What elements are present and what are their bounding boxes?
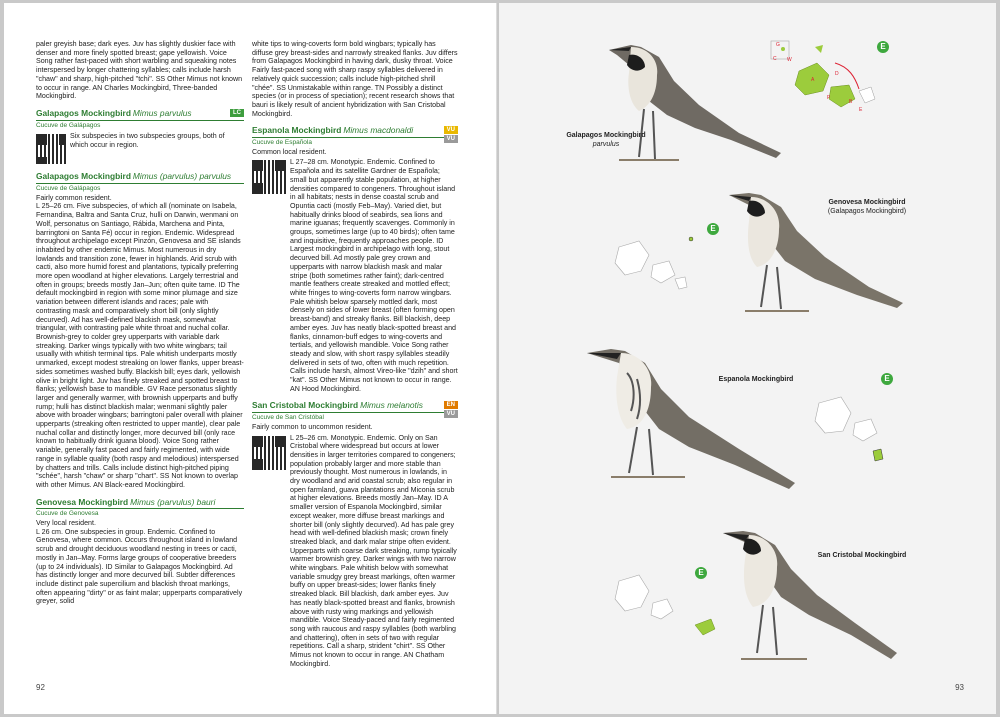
- right-page: [499, 3, 996, 714]
- left-page: [4, 3, 498, 714]
- residency-status: Common local resident.: [252, 147, 327, 156]
- map-san-cristobal-range: [615, 575, 715, 635]
- espanola-mockingbird-illustration: [587, 349, 795, 489]
- species-account: L 27–28 cm. Monotypic. Endemic. Confined to Española and its satellite Gardner de Española; small but apparently stable population, at higher densities compared to congeners. Throughout island in all habitats; nests in dense coastal scrub and Opuntia cacti (mostly Feb–May). Varied diet, but habitually drinks blood of seabirds, sea lions and marine iguanas; frequently scavenges. Commonly in groups, sometimes large (up to 40 birds); often tame and inquisitive, frequently approaches people. ID Largest mockingbird in archipelago with long, stout decurved bill. Ad mostly pale grey crown and upperparts with narrow blackish mask and malar stripe (both sometimes rather faint); dark-centred mantle feathers create streaked and mottled effect; white fringes to wing-coverts form narrow wingbars. Pale whitish below sparsely mottled dark, most densely on sides of lower breast (often forming open breast-band) and streaky flanks. Bill blackish, deep amber eyes. Juv has neatly black-spotted breast and flanks, cinnamon-buff edges to wing-coverts and tertials, and yellowish mandible. Voice Song rather steady and slow, with short raspy syllables steadily delivered in sets of two, often with much repetition. Calls include harsh, almost Vireo-like "dzih" and short "kat". SS Other Mimus not known to occur in range. AN Hood Mockingbird.: [290, 158, 458, 393]
- species-header-galapagos: [36, 109, 244, 121]
- book-spread: [4, 3, 996, 714]
- qr-code-icon[interactable]: [252, 160, 286, 194]
- spanish-name: Cucuve de Española: [252, 139, 312, 147]
- species-name: Galapagos Mockingbird: [36, 171, 131, 182]
- species-account-row: [252, 434, 458, 669]
- spanish-name: Cucuve de Galápagos: [36, 185, 101, 193]
- species-scientific-name: Mimus (parvulus) bauri: [130, 496, 216, 507]
- map-letter-b: B: [849, 99, 853, 105]
- species-account: L 26 cm. One subspecies in group. Endemic. Confined to Genovesa, where common. Occurs throughout island in lowland scrub and drought deciduous woodland nesting in trees or cacti, mostly in Jan–May. Forms large groups of cooperative breeders (up to 24 individuals). ID Similar to Galapagos Mockingbird. Ad has distinctly longer and more decurved bill. Subtler differences include distinct pale supercilium and blackish throat markings, often appearing "dirty" or as faint malar; upperparts comparatively greyer, solid: [36, 527, 243, 606]
- residency-status: Very local resident.: [36, 519, 96, 528]
- map-genovesa-range: [615, 237, 693, 289]
- species-header-galapagos-group: [36, 172, 244, 184]
- plate-name: Espanola Mockingbird: [718, 376, 794, 383]
- species-scientific-name: Mimus (parvulus) parvulus: [132, 171, 232, 182]
- endemic-marker: E: [707, 223, 719, 235]
- species-summary-row: [36, 132, 244, 164]
- species-summary: Six subspecies in two subspecies groups, both of which occur in region.: [70, 132, 225, 150]
- plate-name: Galapagos Mockingbird: [566, 132, 646, 139]
- plate-illustration: [499, 3, 996, 714]
- plate-label-espanola: [711, 375, 801, 384]
- endemic-marker: E: [695, 567, 707, 579]
- map-letter-g: G: [776, 42, 780, 48]
- species-scientific-name: Mimus macdonaldi: [343, 125, 414, 136]
- map-letter-p: P: [827, 95, 831, 101]
- qr-code-icon[interactable]: [36, 134, 66, 164]
- plate-label-galapagos: [561, 131, 651, 149]
- plate-name: San Cristobal Mockingbird: [817, 552, 907, 559]
- page-number-left: 92: [36, 683, 45, 692]
- species-name: San Cristobal Mockingbird: [252, 400, 359, 411]
- residency-status: Fairly common resident.: [36, 193, 112, 202]
- species-scientific-name: Mimus melanotis: [360, 400, 423, 411]
- residency-status: Fairly common to uncommon resident.: [252, 422, 373, 431]
- species-account-row: [252, 158, 458, 393]
- map-letter-a: A: [811, 77, 815, 83]
- endemic-marker: E: [881, 373, 893, 385]
- status-badge: EN: [444, 401, 458, 409]
- plate-label-genovesa: [817, 198, 917, 216]
- map-letter-e: E: [859, 107, 863, 113]
- status-badge: LC: [230, 109, 244, 117]
- page-number-right: 93: [955, 683, 964, 692]
- plate-subtitle: parvulus: [592, 141, 620, 148]
- continued-text: paler greyish base; dark eyes. Juv has slightly duskier face with denser and more finely spotted breast; gape yellowish. Voice Song rather fast-paced with short warbling and squeaking notes interspersed by longer chattering syllables; calls include harsh "chaw" and sharp, high-pitched "tchi". SS Other Mimus not known to occur in range. AN Charles Mockingbird, Three-banded Mockingbird.: [36, 40, 243, 101]
- species-name: Genovesa Mockingbird: [36, 496, 129, 507]
- species-scientific-name: Mimus parvulus: [132, 107, 192, 118]
- text-column-1: [36, 40, 244, 606]
- qr-code-icon[interactable]: [252, 436, 286, 470]
- map-galapagos-range: [771, 41, 875, 113]
- status-badge: VU: [444, 126, 458, 134]
- plate-label-san-cristobal: [807, 551, 917, 560]
- map-letter-d: D: [835, 71, 839, 77]
- species-name: Espanola Mockingbird: [252, 125, 342, 136]
- text-column-2: [252, 40, 458, 669]
- spanish-name: Cucuve de San Cristóbal: [252, 414, 324, 422]
- map-espanola-range: [815, 397, 883, 461]
- species-account: L 25–26 cm. Five subspecies, of which all (nominate on Isabela, Fernandina, Baltra and Santa Cruz, hulli on Darwin, wenmani on Wolf, personatus on Santiago, Rábida, Marchena and Pinta, barringtoni on Santa Fé) occur in region. Endemic. Widespread throughout archipelago except Pinzón, Genovesa and SE islands inhabited by other endemic Mimus. Most numerous in dry lowlands and transition zone, fewer in highlands. Arid scrub with cacti, also more humid forest and plantations, typically preferring more open woodland at higher elevations. Largely terrestrial and often in groups; breeds mostly Jan–Jun; often quite tame. ID The default mockingbird in region with some minor plumage and size variation between different islands and races; pale with contrasting mask and comparatively short bill (only slightly decurved). Ad has well-defined blackish mask, somewhat triangular, with contrasting pale white throat and nuchal collar. Brownish-grey to colder grey upperparts with variable dark streaking. Darker wings typically with two white wingbars; tail usually with whitish terminal tips. Pale whitish underparts mostly unmarked, except modest streaking on lower flanks, upper breast-sides sometimes washed buffy. Blackish bill; eyes dark, yellowish olive in bright light. Juv has finely streaked and spotted breast to flanks; yellowish base to mandible. GV Race personatus slightly larger and generally warmer, with brownish upperparts and buffy rump; hulli has distinct blackish malar; wenmani slightly paler above with broader wingbars; barringtoni paler overall with plainer upperparts (streaking often restricted to upper mantle), clear pale nuchal collar and distinctly longer, more decurved bill (only race known to habitually drink iguana blood). Voice Song rather variable, generally fast paced and fairly regimented, with wide range in syllable quality (both raspy and melodious) interspersed by chatters and trills. Calls include distinct high-pitched piping "schée", harsh "chaw" or sharp "chart". SS Not known to overlap with other Mimus. AN Black-eared Mockingbird.: [36, 202, 244, 489]
- continued-text: white tips to wing-coverts form bold wingbars; typically has diffuse grey breast-sides and narrowly streaked flanks. Juv differs from Galapagos Mockingbird in having dark, dusky throat. Voice Fairly fast-paced song with sharp raspy syllables delivered in relatively quick succession; calls include high-pitched shrill "chée". SS Unmistakable within range. TN Possibly a distinct species (or in process of speciation); recent research shows that bauri is likely result of ancient hybridization with San Cristobal Mockingbird.: [252, 40, 458, 118]
- map-letter-w: W: [787, 57, 792, 63]
- plate-name: Genovesa Mockingbird: [828, 199, 906, 206]
- status-badge-secondary: VU: [444, 410, 458, 418]
- species-name: Galapagos Mockingbird: [36, 107, 131, 118]
- status-badge-secondary: VU: [444, 135, 458, 143]
- spanish-name: Cucuve de Genovesa: [36, 510, 99, 518]
- species-header-genovesa: [36, 498, 244, 510]
- endemic-marker: E: [877, 41, 889, 53]
- map-letter-c: C: [773, 56, 777, 62]
- species-account: L 25–26 cm. Monotypic. Endemic. Only on San Cristobal where widespread but occurs at lower densities in larger territories compared to congeners; population probably larger and more stable than previously thought. Most numerous in lowlands, in dry woodland and arid coastal scrub; also regular in open farmland, guava plantations and Miconia scrub at higher elevations. Breeds mostly Jan–May. ID A smaller version of Espanola Mockingbird, similar except weaker, more diffuse breast markings and shorter bill (only slightly decurved). Ad has pale grey head with well-defined blackish mask; crown finely streaked black, and dark malar stripe often evident. Upperparts with coarse dark streaking, rump typically warmer brownish grey. Darker wings with two narrow white wingbars. Pale whitish below with somewhat variable smudgy grey breast markings, often warmer buffy on upper breast-sides; lower flanks finely streaked black. Bill blackish, dark amber eyes. Juv has neatly black-spotted breast and flanks, brownish above with rusty wing markings and yellowish mandible. Voice Steady-paced and fairly regimented song with raucous and raspy syllables (both warbling and chattering), often in sets of two with regular repetitions. Call a sharp, strident "chirt". SS Other Mimus not known to occur in range. AN Chatham Mockingbird.: [290, 433, 457, 668]
- spanish-name: Cucuve de Galápagos: [36, 121, 101, 129]
- plate-subtitle: (Galapagos Mockingbird): [827, 208, 907, 215]
